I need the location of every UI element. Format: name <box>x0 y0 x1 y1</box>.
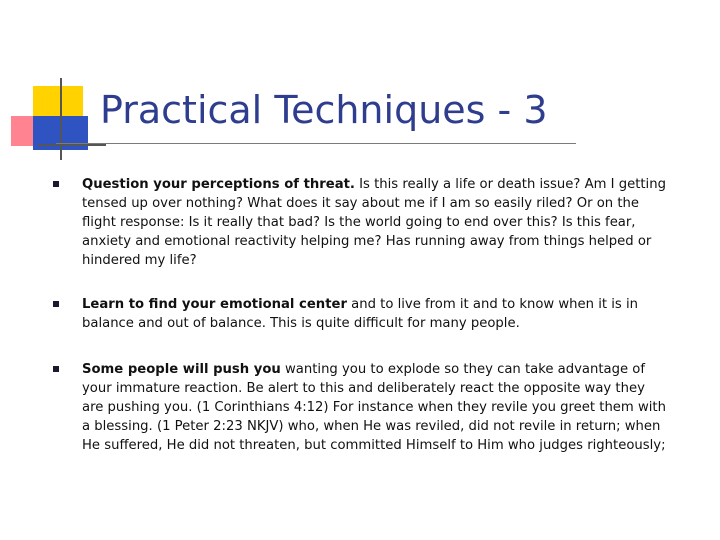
bullet-bold-lead: Learn to find your emotional center <box>82 297 347 312</box>
square-bullet-icon <box>53 181 59 187</box>
square-bullet-icon <box>53 366 59 372</box>
bullet-bold-lead: Question your perceptions of threat. <box>82 177 355 192</box>
bullet-bold-lead: Some people will push you <box>82 362 281 377</box>
bullet-text <box>82 175 667 270</box>
bullet-text <box>82 360 667 455</box>
bullet-body: and to live from it and to know when it is in balance and out of balance. This is quite difficult for many people. <box>82 297 638 331</box>
bullet-body: wanting you to explode so they can take advantage of your immature reaction. Be alert to this and deliberately react the opposite way they are pushing you. (1 Corinthians 4:12) For instance when they revile you greet them with a blessing. (1 Peter 2:23 NKJV) who, when He was reviled, did not revile in return; when He suffered, He did not threaten, but committed Himself to Him who judges righteously; <box>82 362 666 453</box>
bullet-text <box>82 295 667 333</box>
square-bullet-icon <box>53 301 59 307</box>
bullet-body: Is this really a life or death issue? Am I getting tensed up over nothing? What does it say about me if I am so easily riled? Or on the flight response: Is it really that bad? Is the world going to end over this? Is this fear, anxiety and emotional reactivity helping me? Has running away from things helped or hindered my life? <box>82 177 666 268</box>
slide-title: Practical Techniques - 3 <box>100 88 548 132</box>
